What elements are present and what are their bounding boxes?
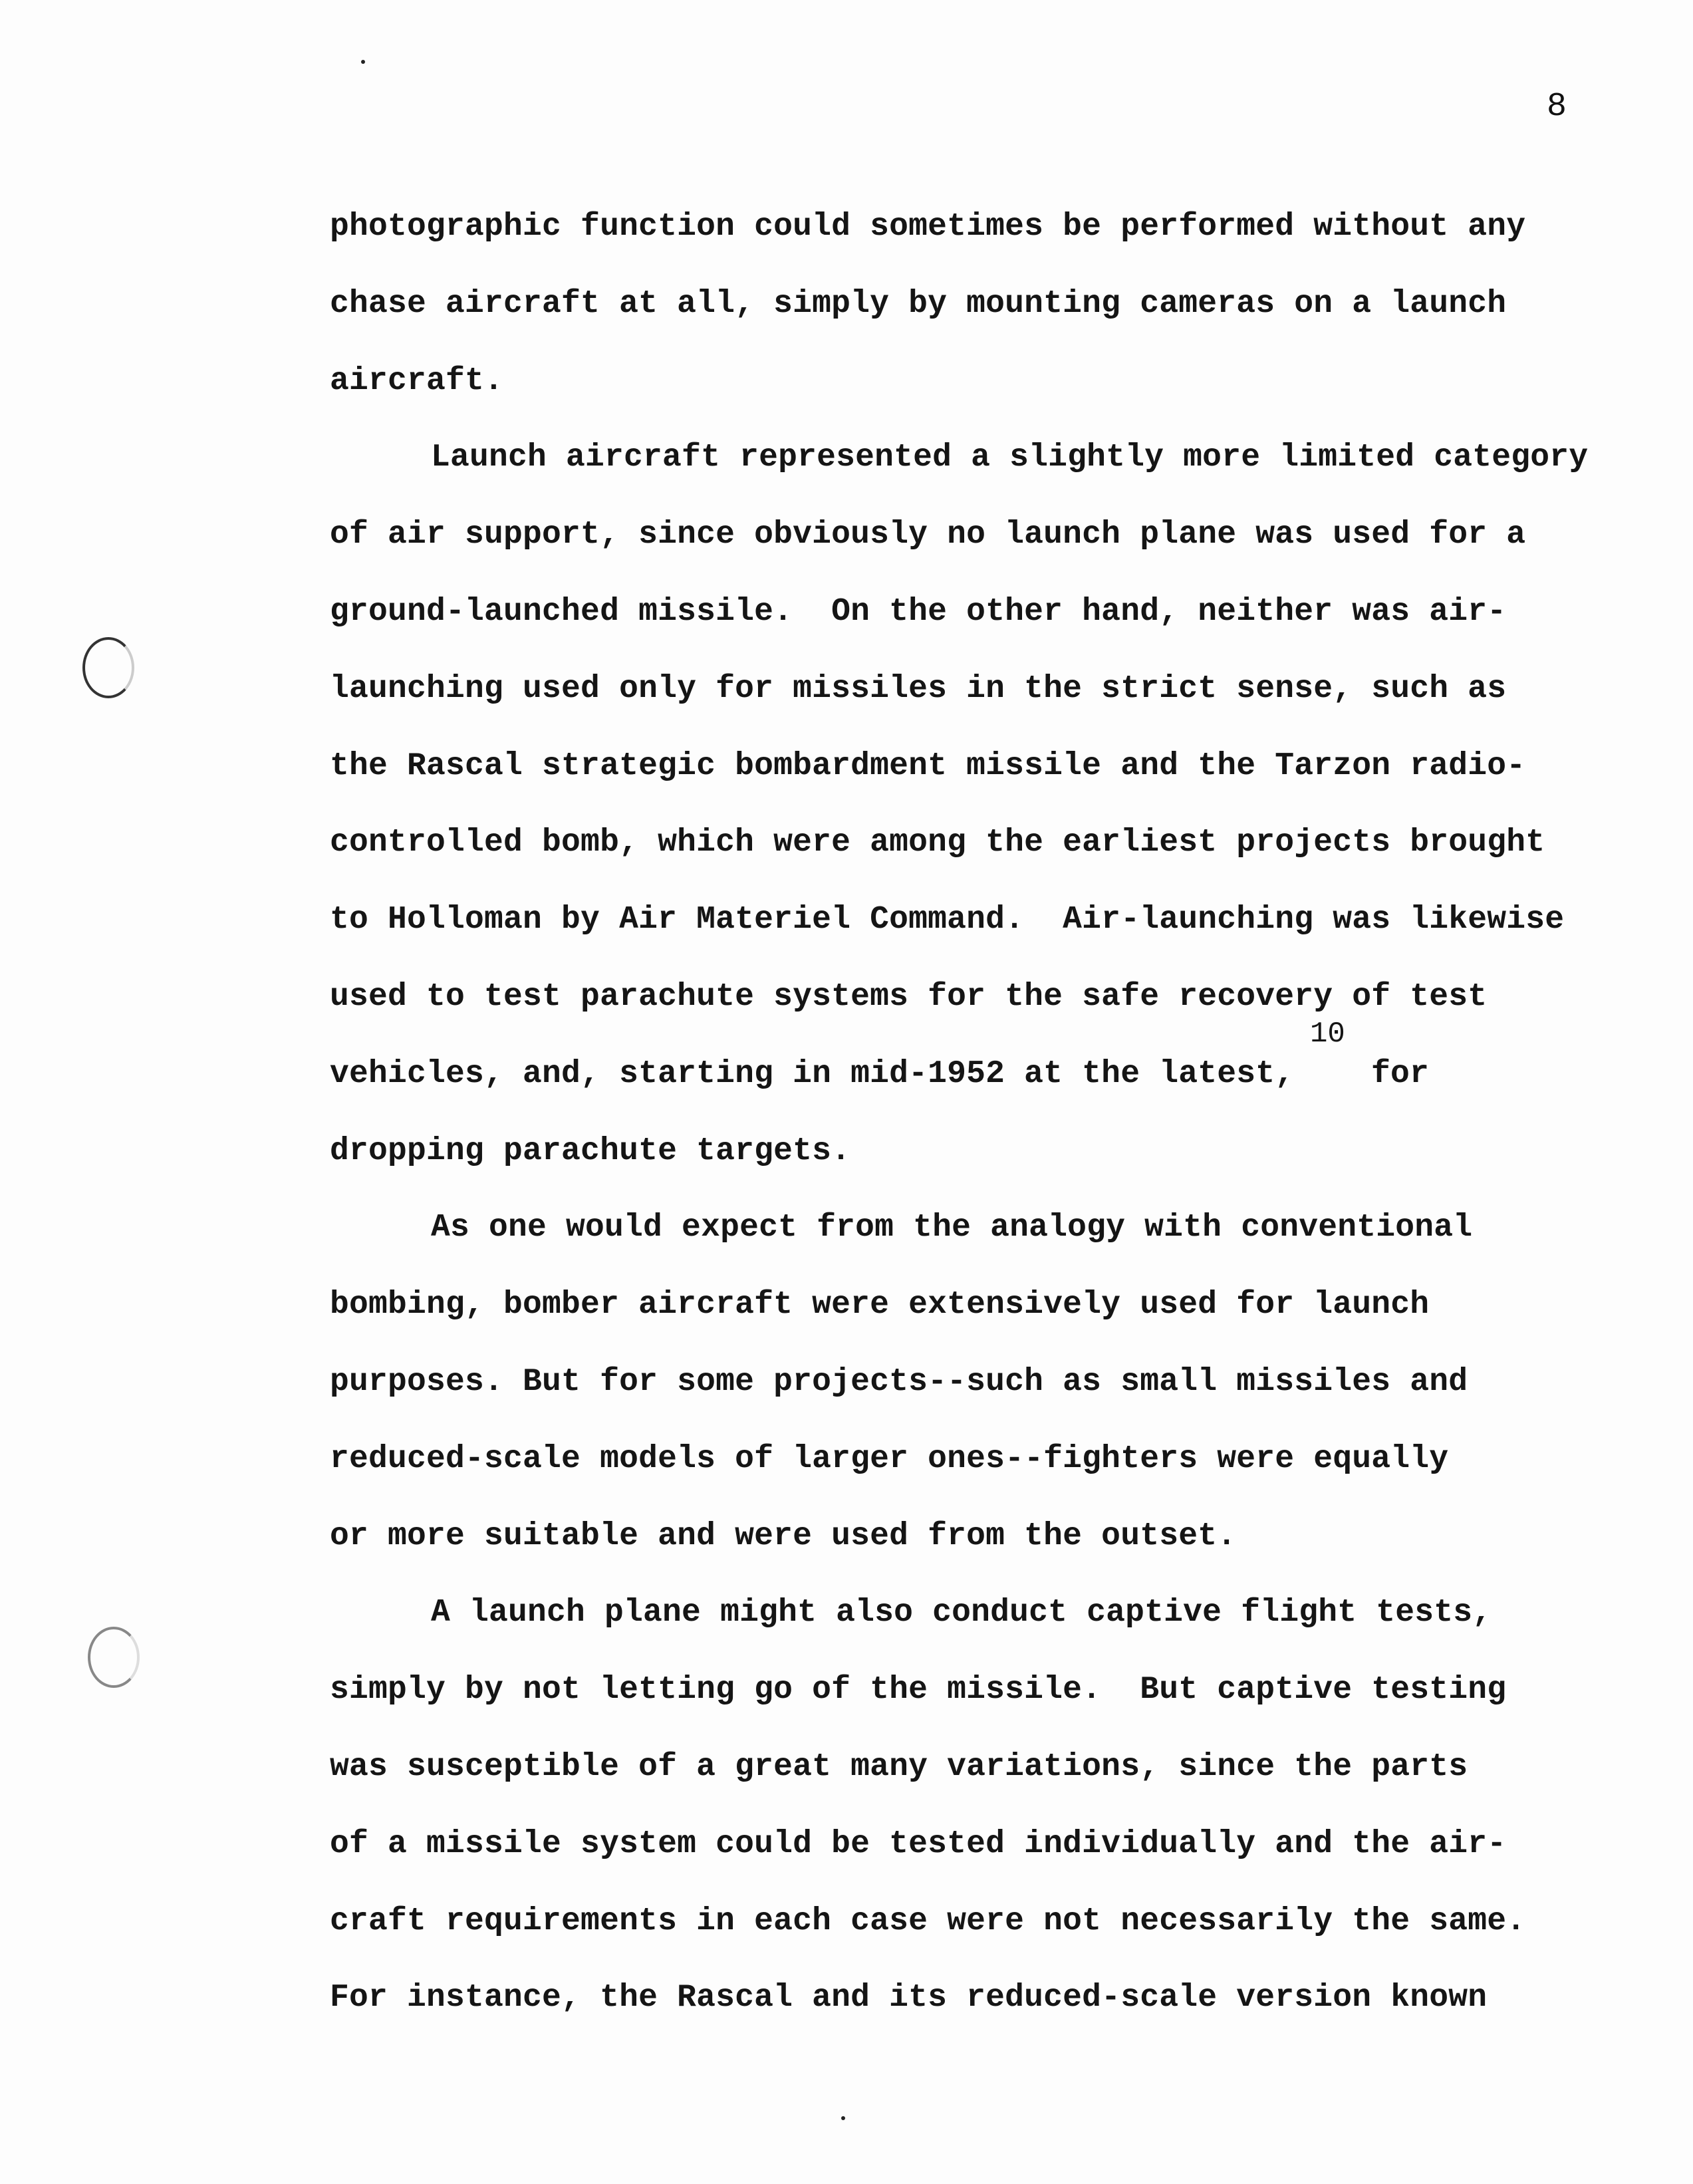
footnote-reference: 10: [1310, 1018, 1345, 1051]
text-line: the Rascal strategic bombardment missile and the Tarzon radio-: [330, 748, 1526, 784]
text-line: or more suitable and were used from the outset.: [330, 1518, 1237, 1554]
punch-hole: [88, 1627, 140, 1688]
text-line: was susceptible of a great many variations, since the parts: [330, 1749, 1468, 1785]
text-line-tail: for: [1371, 1055, 1430, 1092]
text-line: controlled bomb, which were among the earliest projects brought: [330, 825, 1545, 861]
text-line: ground-launched missile. On the other hand, neither was air-: [330, 594, 1507, 630]
text-line: purposes. But for some projects--such as small missiles and: [330, 1364, 1468, 1400]
text-line: As one would expect from the analogy with conventional: [431, 1210, 1473, 1246]
speck: [841, 2116, 845, 2120]
text-line: craft requirements in each case were not necessarily the same.: [330, 1903, 1526, 1939]
text-line: of a missile system could be tested individually and the air-: [330, 1826, 1507, 1862]
text-line: simply by not letting go of the missile. But captive testing: [330, 1672, 1507, 1708]
speck: [361, 60, 365, 64]
text-line: to Holloman by Air Materiel Command. Air-launching was likewise: [330, 902, 1565, 938]
text-line: photographic function could sometimes be performed without any: [330, 209, 1526, 245]
text-line: bombing, bomber aircraft were extensively used for launch: [330, 1287, 1430, 1323]
text-line: For instance, the Rascal and its reduced-scale version known: [330, 1980, 1488, 2016]
text-line: of air support, since obviously no launch plane was used for a: [330, 517, 1526, 553]
text-line: launching used only for missiles in the strict sense, such as: [330, 670, 1507, 707]
text-line: A launch plane might also conduct captive flight tests,: [431, 1595, 1492, 1631]
text-line: Launch aircraft represented a slightly more limited category: [431, 440, 1589, 476]
punch-hole: [82, 637, 134, 698]
text-line: used to test parachute systems for the safe recovery of test: [330, 979, 1488, 1015]
page-number: 8: [1547, 88, 1567, 126]
text-line: chase aircraft at all, simply by mounting cameras on a launch: [330, 285, 1507, 322]
text-line: reduced-scale models of larger ones--fighters were equally: [330, 1440, 1449, 1477]
text-line: dropping parachute targets.: [330, 1133, 851, 1169]
text-line: aircraft.: [330, 362, 504, 399]
text-line: vehicles, and, starting in mid-1952 at the latest,: [330, 1055, 1295, 1092]
